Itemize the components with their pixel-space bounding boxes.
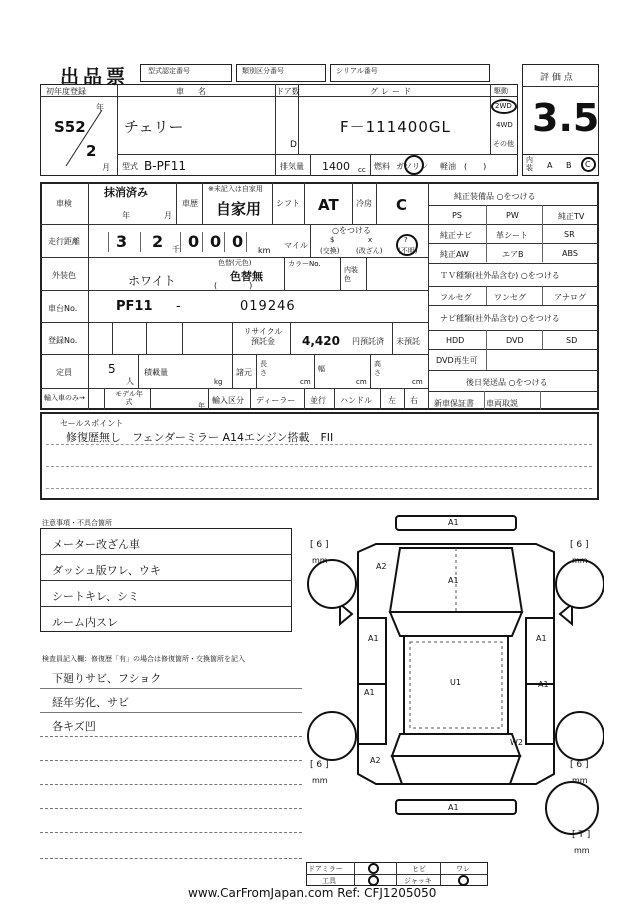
navi-title: ナビ種類(社外品含む) ○をつける bbox=[440, 314, 560, 323]
tv-fullseg: フルセグ bbox=[440, 293, 472, 302]
mileage-digit-4: 0 bbox=[210, 232, 222, 251]
mileage-unknown: (不明) bbox=[398, 247, 418, 255]
height-label: 高さ bbox=[374, 360, 381, 377]
note-item-1: メーター改ざん車 bbox=[52, 538, 140, 551]
inspection-label: 車検 bbox=[56, 199, 72, 208]
inspection-month: 月 bbox=[164, 211, 172, 220]
mileage-km: km bbox=[258, 246, 271, 255]
shift-label: シフト bbox=[276, 199, 300, 208]
length-unit: cm bbox=[300, 378, 311, 386]
equip-sr: SR bbox=[564, 230, 575, 239]
drive-label: 駆動 bbox=[494, 87, 508, 95]
score-value: 3.5 bbox=[532, 96, 600, 140]
mileage-digit-5: 0 bbox=[232, 232, 244, 251]
mark-roof: U1 bbox=[450, 678, 461, 687]
mileage-unknown-top: ? bbox=[404, 236, 408, 244]
chassis-number: 019246 bbox=[240, 299, 296, 314]
navi-hdd: HDD bbox=[446, 336, 465, 345]
equip-tv: 純正TV bbox=[558, 212, 585, 221]
tire-depth-rl: [ 6 ] bbox=[310, 760, 329, 770]
inspector-item-3: 各キズ凹 bbox=[52, 720, 96, 733]
drive-other: その他 bbox=[493, 140, 514, 148]
color-label: 外装色 bbox=[52, 271, 76, 280]
equip-abs: ABS bbox=[562, 249, 578, 258]
tire-depth-fl: [ 6 ] bbox=[310, 540, 329, 550]
serial-label: シリアル番号 bbox=[336, 67, 378, 75]
type-cert-label: 型式認定番号 bbox=[148, 67, 190, 75]
model-year-label: モデル年式 bbox=[115, 390, 143, 406]
car-name-label: 車 名 bbox=[176, 87, 209, 96]
sales-point-label: セールスポイント bbox=[60, 419, 124, 428]
tire-unit-spare: mm bbox=[574, 846, 590, 855]
mark-left-front-door: A1 bbox=[368, 634, 379, 643]
legend-tool-circle bbox=[368, 875, 379, 886]
equip-airbag: エアB bbox=[502, 250, 524, 259]
usage-label: 車歴 bbox=[182, 199, 198, 208]
car-damage-diagram bbox=[300, 508, 604, 880]
equip-aw: 純正AW bbox=[440, 250, 469, 259]
model-value: B-PF11 bbox=[144, 159, 186, 173]
grade-value: F－111400GL bbox=[340, 118, 451, 136]
year-suffix: 年 bbox=[96, 103, 104, 112]
interior-a: A bbox=[547, 161, 553, 170]
doors-label: ドア数 bbox=[276, 87, 300, 96]
mark-rear-glass: W2 bbox=[510, 738, 523, 747]
tv-oneseg: ワンセグ bbox=[494, 293, 526, 302]
repaint-value: 色替無 bbox=[230, 270, 263, 283]
inspector-item-1: 下廻りサビ、フショク bbox=[52, 672, 162, 685]
mark-rear-left: A2 bbox=[370, 756, 381, 765]
mileage-label: 走行距離 bbox=[48, 237, 80, 246]
footer-watermark: www.CarFromJapan.com Ref: CFJ1205050 bbox=[188, 886, 437, 900]
tire-unit-rl: mm bbox=[312, 776, 328, 785]
repaint-paren: ( ) bbox=[214, 281, 253, 290]
note-item-4: ルーム内スレ bbox=[52, 616, 118, 629]
displacement-unit: cc bbox=[358, 166, 366, 174]
mark-left-rear-door: A1 bbox=[364, 688, 375, 697]
recycle-value: 4,420 bbox=[302, 334, 340, 348]
mark-right-rear-door: A1 bbox=[538, 680, 549, 689]
width-unit: cm bbox=[356, 378, 367, 386]
docs-manual: 車両取説 bbox=[486, 399, 518, 408]
interior-color-label: 内装色 bbox=[344, 266, 358, 283]
chassis-prefix: PF11 bbox=[116, 299, 153, 314]
shift-value: AT bbox=[318, 196, 339, 214]
mileage-digit-3: 0 bbox=[188, 232, 200, 251]
legend-mirror-circle bbox=[368, 863, 379, 874]
tire-depth-rr: [ 6 ] bbox=[570, 760, 589, 770]
note-item-2: ダッシュ版ワレ、ウキ bbox=[52, 564, 161, 577]
fuel-circle bbox=[404, 155, 424, 175]
mileage-digit-1: 3 bbox=[116, 232, 128, 251]
tv-title: ＴＶ種類(社外品含む) ○をつける bbox=[440, 271, 560, 280]
tire-unit-fl: mm bbox=[312, 556, 328, 565]
score-label: 評 価 点 bbox=[540, 73, 573, 83]
handle-label: ハンドル bbox=[340, 396, 372, 405]
first-reg-label: 初年度登録 bbox=[46, 87, 86, 96]
sales-point-box bbox=[40, 412, 599, 500]
recycle-label: リサイクル預託金 bbox=[243, 327, 283, 346]
load-label: 積載量 bbox=[144, 368, 168, 377]
note-item-3: シートキレ、シミ bbox=[52, 590, 140, 603]
navi-dvd: DVD bbox=[506, 336, 524, 345]
legend-tool: 工具 bbox=[322, 877, 336, 885]
navi-sd: SD bbox=[566, 336, 578, 345]
drive-2wd: 2WD bbox=[495, 102, 512, 110]
mileage-exchanged: (交換) bbox=[320, 247, 340, 255]
first-reg-year: S52 bbox=[54, 118, 86, 136]
recycle-unit: 円預託済 bbox=[352, 337, 384, 346]
interior-c: C bbox=[585, 160, 591, 169]
sales-point-text: 修復歴無し フェンダーミラー A14エンジン搭載 FII bbox=[66, 431, 334, 444]
model-label: 型式 bbox=[122, 162, 138, 171]
import-parallel: 並行 bbox=[310, 396, 326, 405]
mileage-mile: マイル bbox=[284, 241, 308, 250]
inspection-status: 抹消済み bbox=[104, 186, 148, 199]
ac-label: 冷房 bbox=[356, 199, 372, 208]
mileage-tampered-top: x bbox=[368, 236, 373, 244]
car-name: チェリー bbox=[124, 118, 184, 136]
handle-left: 左 bbox=[388, 396, 396, 405]
equip-navi: 純正ナビ bbox=[440, 231, 472, 240]
dims-label: 諸元 bbox=[236, 368, 252, 377]
dvd-play: DVD再生可 bbox=[436, 356, 478, 365]
mark-rear-bumper: A1 bbox=[448, 803, 459, 812]
usage-note: ※未記入は自家用 bbox=[208, 185, 263, 193]
seats-label: 定員 bbox=[56, 368, 72, 377]
fuel-other: ( ) bbox=[464, 162, 487, 171]
ac-value: C bbox=[396, 196, 408, 214]
mileage-thousand: 千 bbox=[172, 245, 180, 254]
color-value: ホワイト bbox=[128, 274, 176, 288]
not-deposited: 未預託 bbox=[396, 337, 420, 346]
chassis-label: 車台No. bbox=[48, 304, 78, 313]
equip-ps: PS bbox=[452, 211, 462, 220]
import-label: 輸入車のみ→ bbox=[44, 394, 85, 402]
import-dealer: ディーラー bbox=[256, 396, 296, 405]
inspector-label: 検査員記入欄：修復歴「有」の場合は修復箇所・交換箇所を記入 bbox=[42, 655, 245, 663]
displacement-value: 1400 bbox=[322, 160, 350, 173]
legend-crack: ヒビ bbox=[412, 865, 426, 873]
seats-unit: 人 bbox=[126, 377, 134, 386]
mark-hood: A1 bbox=[448, 576, 459, 585]
notes-label: 注意事項・不具合箇所 bbox=[42, 519, 112, 527]
import-class-label: 輸入区分 bbox=[212, 396, 244, 405]
mileage-tampered: (改ざん) bbox=[356, 247, 383, 255]
equip-leather: 革シート bbox=[496, 231, 528, 240]
equip-pw: PW bbox=[506, 211, 519, 220]
usage-value: 自家用 bbox=[216, 200, 262, 218]
handle-right: 右 bbox=[410, 396, 418, 405]
length-label: 長さ bbox=[260, 360, 267, 377]
legend-door-mirror: ドアミラー bbox=[308, 865, 343, 873]
mark-right-front-door: A1 bbox=[536, 634, 547, 643]
load-unit: kg bbox=[214, 378, 223, 386]
form-title: 出品票 bbox=[60, 66, 130, 88]
tire-unit-rr: mm bbox=[572, 776, 588, 785]
drive-4wd: 4WD bbox=[496, 121, 513, 129]
displacement-label: 排気量 bbox=[280, 162, 304, 171]
registration-label: 登録No. bbox=[48, 336, 78, 345]
interior-label: 内装 bbox=[526, 156, 533, 172]
legend-jack-circle bbox=[458, 875, 469, 886]
legend-jack: ジャッキ bbox=[404, 877, 432, 885]
mileage-digit-2: 2 bbox=[152, 232, 164, 251]
chassis-dash: - bbox=[176, 299, 181, 314]
class-no-label: 類別区分番号 bbox=[242, 67, 284, 75]
interior-b: B bbox=[566, 161, 572, 170]
mark-front-left: A2 bbox=[376, 562, 387, 571]
color-no-label: カラーNo. bbox=[288, 260, 321, 268]
repaint-label: 色替(元色) bbox=[218, 259, 252, 267]
mileage-exchanged-top: $ bbox=[330, 236, 335, 244]
width-label: 幅 bbox=[318, 365, 325, 373]
grade-label: グレード bbox=[370, 87, 414, 96]
tire-depth-fr: [ 6 ] bbox=[570, 540, 589, 550]
height-unit: cm bbox=[412, 378, 423, 386]
fuel-gasoline: ガソリン bbox=[396, 162, 428, 171]
model-year-suffix: 年 bbox=[198, 402, 205, 410]
fuel-label: 燃料 bbox=[374, 162, 390, 171]
docs-title: 後日発送品 ○をつける bbox=[466, 378, 548, 387]
spare-tire-label: [ T ] bbox=[572, 830, 591, 840]
inspector-item-2: 経年劣化、サビ bbox=[52, 696, 129, 709]
tire-unit-fr: mm bbox=[572, 556, 588, 565]
seats-value: 5 bbox=[108, 362, 116, 376]
tv-analog: アナログ bbox=[554, 293, 586, 302]
mileage-mark-note: ○をつける bbox=[332, 226, 371, 235]
fuel-diesel: 軽油 bbox=[440, 162, 456, 171]
legend-break: ワレ bbox=[456, 865, 470, 873]
first-reg-month: 2 bbox=[86, 142, 97, 160]
month-suffix: 月 bbox=[102, 163, 110, 172]
equipment-title: 純正装備品 ○をつける bbox=[454, 192, 536, 201]
docs-warranty: 新車保証書 bbox=[434, 399, 474, 408]
doors-value: D bbox=[290, 140, 297, 150]
mileage-unknown-circle bbox=[396, 234, 418, 256]
mark-front-bumper: A1 bbox=[448, 518, 459, 527]
inspection-year: 年 bbox=[122, 211, 130, 220]
